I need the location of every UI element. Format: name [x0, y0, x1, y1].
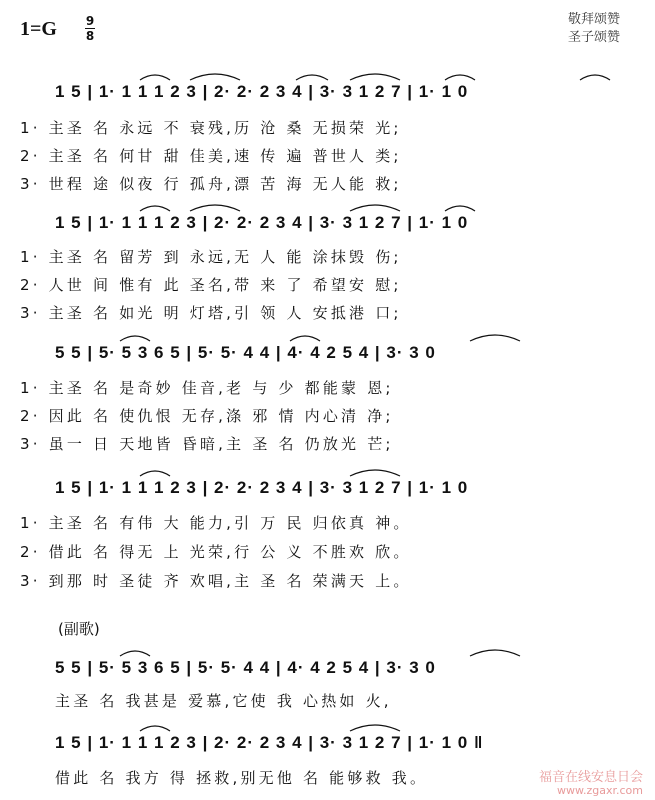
credit-subcategory: 圣子颂赞: [567, 30, 620, 45]
watermark-url: www.zgaxr.com: [557, 784, 643, 797]
notation-line-3: 5 5 | 5· 5 3 6 5 | 5· 5· 4 4 | 4· 4 2 5 4 | 3· 3 0: [55, 343, 436, 362]
slur-mark: [140, 471, 170, 476]
slur-mark: [350, 74, 400, 80]
lyric-line: 1· 主圣 名 永远 不 衰残,历 沧 桑 无损荣 光;: [20, 119, 402, 137]
lyric-line: 3· 主圣 名 如光 明 灯塔,引 领 人 安抵港 口;: [20, 304, 402, 322]
credit-category: 敬拜颂赞: [567, 12, 620, 27]
lyric-line: 2· 因此 名 使仇恨 无存,涤 邪 情 内心清 净;: [20, 407, 394, 425]
lyric-line: 2· 主圣 名 何甘 甜 佳美,速 传 遍 普世人 类;: [20, 147, 402, 165]
chorus-lyric-line: 借此 名 我方 得 拯救,别无他 名 能够救 我。: [55, 769, 429, 787]
meter-top: 9: [85, 14, 95, 28]
chorus-label: (副歌): [58, 620, 100, 638]
notation-line-1: 1 5 | 1· 1 1 1 2 3 | 2· 2· 2 3 4 | 3· 3 1 2 7 | 1· 1 0: [55, 82, 469, 101]
slur-mark: [296, 75, 328, 80]
slur-mark: [120, 336, 150, 341]
slur-mark: [140, 206, 170, 211]
slur-mark: [350, 205, 400, 211]
slur-mark: [470, 650, 520, 656]
lyric-line: 1· 主圣 名 有伟 大 能力,引 万 民 归依真 神。: [20, 514, 412, 532]
lyric-line: 3· 世程 途 似夜 行 孤舟,漂 苦 海 无人能 救;: [20, 175, 402, 193]
lyric-line: 3· 虽一 日 天地皆 昏暗,主 圣 名 仍放光 芒;: [20, 435, 394, 453]
lyric-line: 1· 主圣 名 是奇妙 佳音,老 与 少 都能蒙 恩;: [20, 379, 394, 397]
slur-mark: [290, 336, 320, 341]
slur-mark: [140, 75, 170, 80]
slur-mark: [190, 74, 240, 80]
slur-mark: [350, 470, 400, 476]
slur-mark: [445, 206, 475, 211]
lyric-line: 2· 人世 间 惟有 此 圣名,带 来 了 希望安 慰;: [20, 276, 402, 294]
lyric-line: 1· 主圣 名 留芳 到 永远,无 人 能 涂抹毁 伤;: [20, 248, 402, 266]
slur-mark: [445, 75, 475, 80]
chorus-lyric-line: 主圣 名 我甚是 爱慕,它使 我 心热如 火,: [55, 692, 392, 710]
slur-mark: [350, 725, 400, 731]
lyric-line: 2· 借此 名 得无 上 光荣,行 公 义 不胜欢 欣。: [20, 543, 412, 561]
slur-mark: [190, 205, 240, 211]
chorus-notation-line-2: 1 5 | 1· 1 1 1 2 3 | 2· 2· 2 3 4 | 3· 3 1 2 7 | 1· 1 0 ‖: [55, 733, 484, 752]
watermark-text: 福音在线安息日会: [538, 770, 643, 785]
chorus-notation-line-1: 5 5 | 5· 5 3 6 5 | 5· 5· 4 4 | 4· 4 2 5 4 | 3· 3 0: [55, 658, 436, 677]
key-signature: 1=G: [20, 18, 57, 40]
slur-mark: [580, 75, 610, 80]
slur-mark: [120, 651, 150, 656]
slur-mark: [140, 726, 170, 731]
lyric-line: 3· 到那 时 圣徒 齐 欢唱,主 圣 名 荣满天 上。: [20, 572, 412, 590]
meter-bottom: 8: [85, 29, 95, 43]
slur-mark: [470, 335, 520, 341]
notation-line-2: 1 5 | 1· 1 1 1 2 3 | 2· 2· 2 3 4 | 3· 3 1 2 7 | 1· 1 0: [55, 213, 469, 232]
notation-line-4: 1 5 | 1· 1 1 1 2 3 | 2· 2· 2 3 4 | 3· 3 1 2 7 | 1· 1 0: [55, 478, 469, 497]
